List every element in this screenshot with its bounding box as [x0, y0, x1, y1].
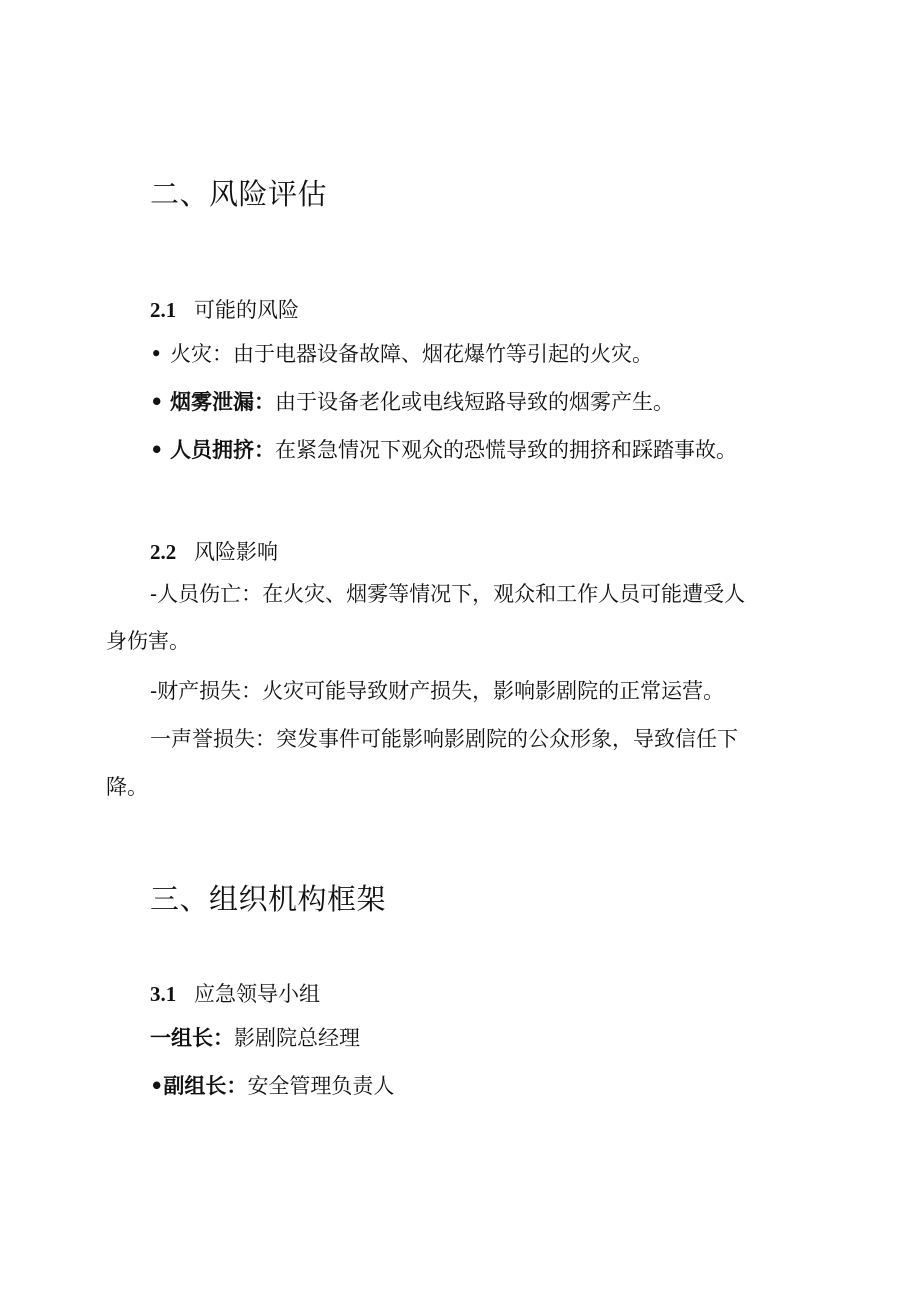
risk-item-text: 由于设备老化或电线短路导致的烟雾产生。 — [275, 390, 674, 414]
role-holder: 影剧院总经理 — [234, 1026, 360, 1050]
risk-item-label: 火灾： — [170, 342, 233, 366]
subsection-number: 3.1 — [150, 982, 177, 1006]
risk-item-label: 人员拥挤： — [170, 438, 275, 462]
impact-item-property: -财产损失：火灾可能导致财产损失，影响影剧院的正常运营。 — [150, 679, 725, 703]
subsection-title: 应急领导小组 — [194, 982, 320, 1006]
bullet-marker: • — [150, 342, 163, 366]
section-3-heading: 三、组织机构框架 — [150, 882, 387, 916]
section-2-heading: 二、风险评估 — [150, 177, 328, 211]
risk-item-text: 由于电器设备故障、烟花爆竹等引起的火灾。 — [233, 342, 653, 366]
bullet-marker: • — [150, 390, 164, 414]
subsection-2-2-heading — [150, 536, 278, 566]
risk-item-fire — [150, 342, 653, 366]
subsection-2-1-heading — [150, 294, 299, 324]
impact-item-casualties-line1: -人员伤亡：在火灾、烟雾等情况下，观众和工作人员可能遭受人 — [150, 582, 746, 606]
risk-item-label: 烟雾泄漏： — [170, 390, 275, 414]
deputy-leader-item — [150, 1074, 394, 1098]
subsection-3-1-heading — [150, 978, 320, 1008]
impact-item-casualties-line2: 身伤害。 — [106, 629, 190, 653]
role-label: •副组长： — [150, 1074, 248, 1098]
role-label: 一组长： — [150, 1026, 234, 1050]
bullet-marker: • — [150, 438, 164, 462]
subsection-title: 可能的风险 — [194, 298, 299, 322]
impact-item-reputation-line2: 降。 — [106, 775, 148, 799]
subsection-number: 2.2 — [150, 540, 177, 564]
role-holder: 安全管理负责人 — [247, 1074, 395, 1098]
subsection-title: 风险影响 — [194, 540, 278, 564]
risk-item-smoke — [150, 390, 674, 414]
risk-item-crowding — [150, 438, 737, 462]
subsection-number: 2.1 — [150, 298, 177, 322]
impact-item-reputation-line1: 一声誉损失：突发事件可能影响影剧院的公众形象，导致信任下 — [150, 727, 738, 751]
group-leader-item — [150, 1026, 360, 1050]
risk-item-text: 在紧急情况下观众的恐慌导致的拥挤和踩踏事故。 — [275, 438, 737, 462]
